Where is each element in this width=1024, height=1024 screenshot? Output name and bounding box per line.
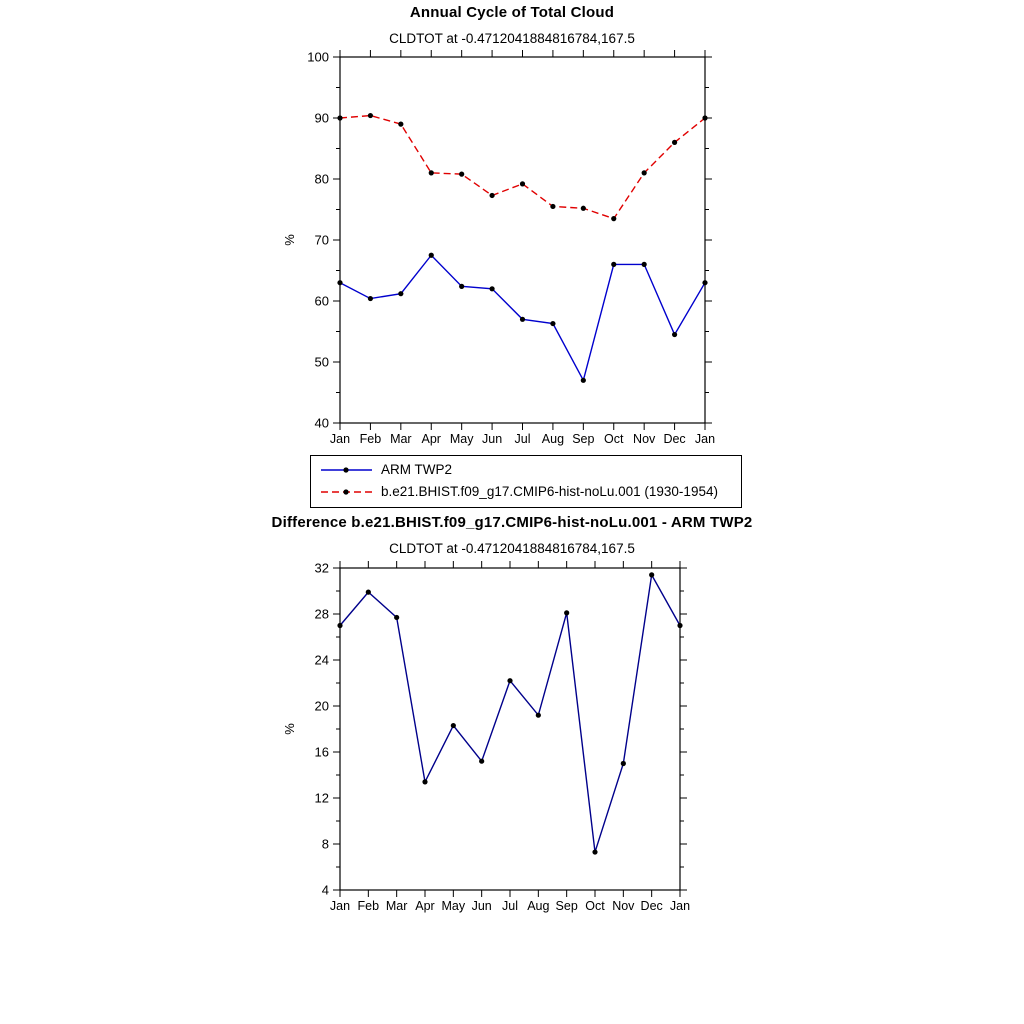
chart2-canvas <box>280 558 760 930</box>
x-tick-label: Sep <box>572 432 595 446</box>
chart1-subtitle: CLDTOT at -0.4712041884816784,167.5 <box>389 31 635 46</box>
data-point-marker <box>677 623 682 628</box>
data-point-marker <box>642 262 647 267</box>
x-tick-label: Jul <box>514 432 531 446</box>
y-tick-label: 20 <box>314 698 329 714</box>
x-tick-label: Feb <box>359 432 382 446</box>
data-point-marker <box>592 849 597 854</box>
series-line <box>340 116 705 219</box>
x-tick-label: Jan <box>694 432 716 446</box>
x-tick-label: Jan <box>329 899 351 913</box>
legend-marker-dot-icon <box>343 467 348 472</box>
x-tick-label: Apr <box>415 899 435 913</box>
plot-frame <box>340 57 705 423</box>
legend-label: ARM TWP2 <box>381 462 453 477</box>
x-tick-label: Apr <box>421 432 441 446</box>
x-tick-label: Oct <box>604 432 624 446</box>
data-point-marker <box>611 216 616 221</box>
x-tick-label: Sep <box>555 899 578 913</box>
y-tick-label: 28 <box>314 606 329 622</box>
data-point-marker <box>398 122 403 127</box>
x-tick-label: Jan <box>669 899 691 913</box>
data-point-marker <box>581 206 586 211</box>
data-point-marker <box>536 713 541 718</box>
data-point-marker <box>337 623 342 628</box>
data-point-marker <box>489 193 494 198</box>
data-point-marker <box>451 723 456 728</box>
data-point-marker <box>479 759 484 764</box>
y-tick-label: 4 <box>321 882 329 898</box>
x-tick-label: Jan <box>329 432 351 446</box>
x-tick-label: Nov <box>612 899 635 913</box>
chart2-subtitle: CLDTOT at -0.4712041884816784,167.5 <box>389 541 635 556</box>
y-tick-label: 90 <box>314 110 329 126</box>
x-tick-label: May <box>441 899 466 913</box>
data-point-marker <box>429 170 434 175</box>
legend-marker-dot-icon <box>343 489 348 494</box>
y-tick-label: 8 <box>321 836 329 852</box>
legend-line-sample-solid-blue <box>319 463 374 477</box>
data-point-marker <box>368 113 373 118</box>
legend-item-model <box>319 481 733 502</box>
y-tick-label: 50 <box>314 354 329 370</box>
data-point-marker <box>702 115 707 120</box>
y-tick-label: 60 <box>314 293 329 309</box>
x-tick-label: Oct <box>585 899 605 913</box>
x-tick-label: Nov <box>633 432 656 446</box>
data-point-marker <box>520 317 525 322</box>
x-tick-label: May <box>449 432 474 446</box>
x-tick-label: Dec <box>663 432 686 446</box>
x-tick-label: Aug <box>527 899 550 913</box>
data-point-marker <box>672 140 677 145</box>
data-point-marker <box>564 610 569 615</box>
y-tick-label: 12 <box>314 790 329 806</box>
series-line <box>340 575 680 852</box>
data-point-marker <box>337 115 342 120</box>
chart2-title: Difference b.e21.BHIST.f09_g17.CMIP6-hist-noLu.001 - ARM TWP2 <box>271 514 753 531</box>
data-point-marker <box>337 280 342 285</box>
y-tick-label: 16 <box>314 744 329 760</box>
x-tick-label: Dec <box>640 899 663 913</box>
y-tick-label: 32 <box>314 560 329 576</box>
chart1-title: Annual Cycle of Total Cloud <box>409 4 615 21</box>
data-point-marker <box>550 321 555 326</box>
x-tick-label: Jun <box>482 432 503 446</box>
chart1-legend <box>310 455 742 508</box>
data-point-marker <box>459 284 464 289</box>
y-tick-label: 24 <box>314 652 329 668</box>
data-point-marker <box>422 779 427 784</box>
y-tick-label: 70 <box>314 232 329 248</box>
chart1-canvas <box>280 46 760 458</box>
data-point-marker <box>368 296 373 301</box>
data-point-marker <box>520 181 525 186</box>
x-tick-label: Mar <box>390 432 412 446</box>
x-tick-label: Aug <box>541 432 565 446</box>
data-point-marker <box>621 761 626 766</box>
data-point-marker <box>489 286 494 291</box>
data-point-marker <box>366 590 371 595</box>
x-tick-label: Mar <box>385 899 408 913</box>
y-tick-label: 80 <box>314 171 329 187</box>
data-point-marker <box>429 253 434 258</box>
data-point-marker <box>649 572 654 577</box>
data-point-marker <box>642 170 647 175</box>
data-point-marker <box>672 332 677 337</box>
x-tick-label: Jul <box>502 899 518 913</box>
legend-label: b.e21.BHIST.f09_g17.CMIP6-hist-noLu.001 (1930-1954) <box>381 484 718 499</box>
y-tick-label: 40 <box>314 415 329 431</box>
x-tick-label: Jun <box>471 899 492 913</box>
data-point-marker <box>702 280 707 285</box>
data-point-marker <box>459 172 464 177</box>
data-point-marker <box>394 615 399 620</box>
y-axis-label: % <box>282 234 297 246</box>
legend-item-arm-twp2 <box>319 459 733 480</box>
data-point-marker <box>398 291 403 296</box>
legend-line-sample-dashed-red <box>319 485 374 499</box>
x-tick-label: Feb <box>357 899 380 913</box>
y-axis-label: % <box>282 723 297 735</box>
data-point-marker <box>581 378 586 383</box>
y-tick-label: 100 <box>307 49 329 65</box>
data-point-marker <box>550 204 555 209</box>
data-point-marker <box>507 678 512 683</box>
data-point-marker <box>611 262 616 267</box>
